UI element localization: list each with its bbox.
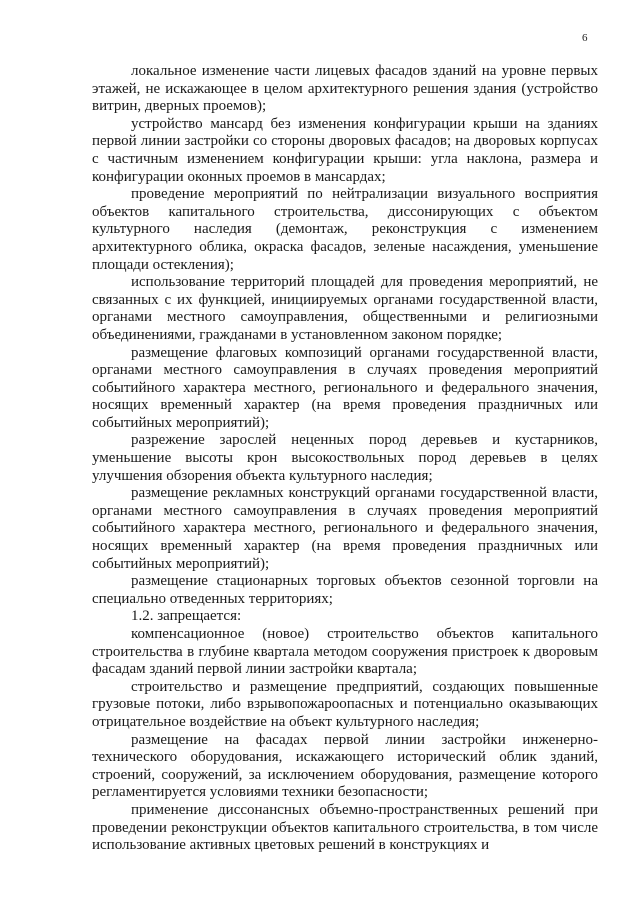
section-heading: 1.2. запрещается: — [131, 608, 242, 625]
page-number: 6 — [582, 32, 588, 44]
paragraph: размещение стационарных торговых объектов сезонной торговли на специально отведенных территориях; — [92, 573, 598, 607]
paragraph: компенсационное (новое) строительство объектов капитального строительства в глубине квартала методом сооружения пристроек к дворовым фасадам зданий первой линии застройки квартала; — [92, 626, 598, 678]
paragraph: проведение мероприятий по нейтрализации визуального восприятия объектов капитального строительства, диссонирующих с объектом культурного наследия (демонтаж, реконструкция с изменением архитектурного облика, окраска фасадов, зеленые насаждения, уменьшение площади остекления); — [92, 186, 598, 273]
paragraph: локальное изменение части лицевых фасадов зданий на уровне первых этажей, не искажающее в целом архитектурного решения здания (устройство витрин, дверных проемов); — [92, 63, 598, 115]
paragraph: разрежение зарослей неценных пород деревьев и кустарников, уменьшение высоты крон высокоствольных пород деревьев в целях улучшения обзорения объекта культурного наследия; — [92, 432, 598, 484]
paragraph: использование территорий площадей для проведения мероприятий, не связанных с их функцией, инициируемых органами государственной власти, органами местного самоуправления, общественными и религиозными объединениями, гражданами в установленном законом порядке; — [92, 274, 598, 343]
paragraph: размещение на фасадах первой линии застройки инженерно-технического оборудования, искажающего исторический облик зданий, строений, сооружений, за исключением оборудования, размещение которого регламентируется условиями техники безопасности; — [92, 731, 598, 801]
paragraph: строительство и размещение предприятий, создающих повышенные грузовые потоки, либо взрывопожароопасных и потенциально оказывающих отрицательное воздействие на объект культурного наследия; — [92, 678, 598, 730]
paragraph: применение диссонансных объемно-пространственных решений при проведении реконструкции объектов капитального строительства, в том числе использование активных цветовых решений в конструкциях и — [92, 801, 598, 854]
document-body — [92, 63, 598, 855]
paragraph: устройство мансард без изменения конфигурации крыши на зданиях первой линии застройки со стороны дворовых фасадов; на дворовых корпусах с частичным изменением конфигурации крыши: угла наклона, размера и конфигурации оконных проемов в мансардах; — [92, 115, 598, 185]
paragraph: размещение флаговых композиций органами государственной власти, органами местного самоуправления в случаях проведения мероприятий событийного характера местного, регионального и федерального значения, носящих временный характер (на время проведения праздничных или событийных мероприятий); — [92, 344, 598, 431]
paragraph: размещение рекламных конструкций органами государственной власти, органами местного самоуправления в случаях проведения мероприятий событийного характера местного, регионального и федерального значения, носящих временный характер (на время проведения праздничных или событийных мероприятий); — [92, 485, 598, 572]
